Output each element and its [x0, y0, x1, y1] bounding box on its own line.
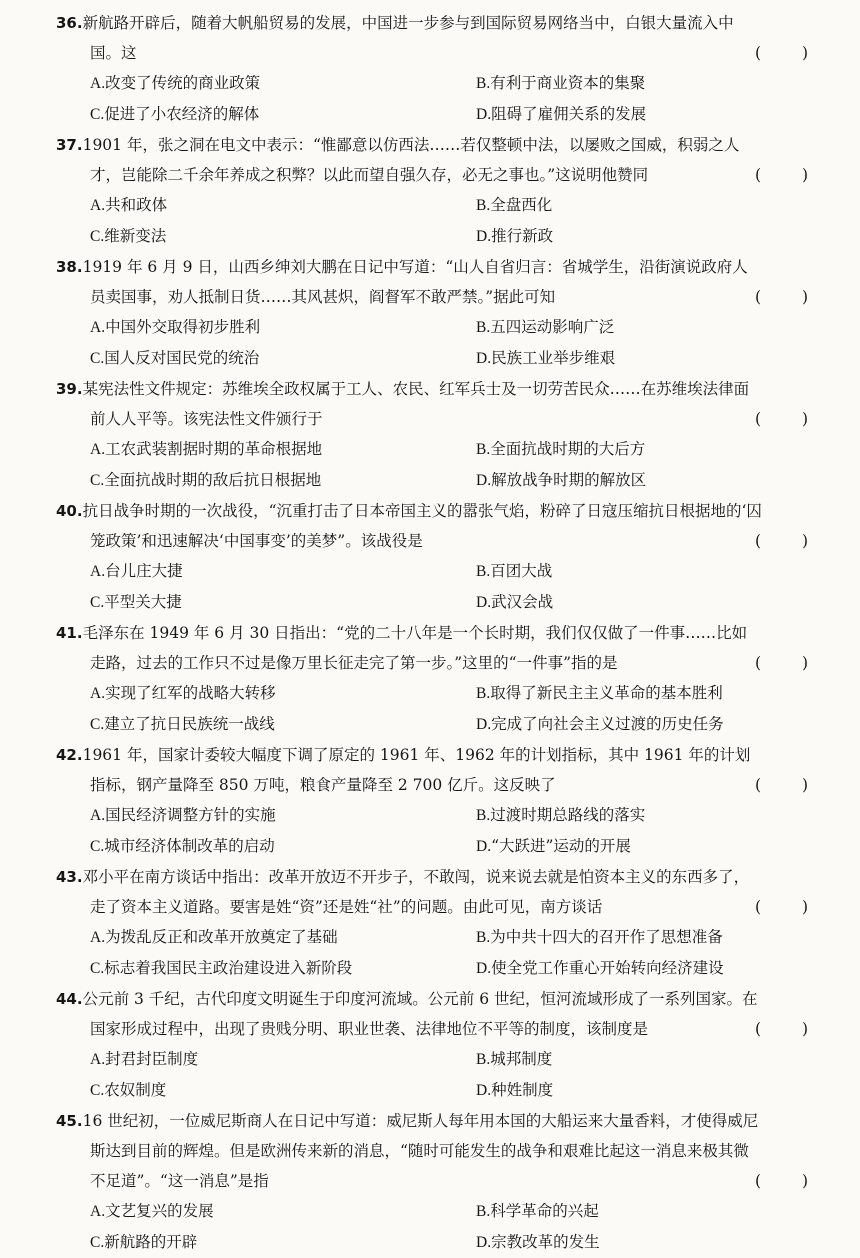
question-text: 某宪法性文件规定：苏维埃全政权属于工人、农民、红军兵士及一切劳苦民众……在苏维埃法律面前人人平等。该宪法性文件颁行于	[82, 380, 750, 428]
option-letter: B.	[476, 807, 491, 824]
option-letter: D.	[476, 106, 492, 123]
option-letter: A.	[90, 563, 106, 580]
option-text: 全面抗战时期的大后方	[490, 440, 646, 458]
option-c	[90, 953, 476, 984]
option-text: 共和政体	[105, 196, 168, 214]
option-a	[90, 556, 476, 587]
answer-blank: ( )	[754, 410, 826, 428]
question-number: 40.	[56, 502, 83, 520]
question-text: 16 世纪初，一位威尼斯商人在日记中写道：威尼斯人每年用本国的大船运来大量香料，才使得威尼斯达到目前的辉煌。但是欧洲传来新的消息，“随时可能发生的战争和艰难比起这一消息来极其微不足道”。“这一消息”是指	[82, 1112, 759, 1190]
option-letter: A.	[90, 441, 106, 458]
option-letter: A.	[90, 807, 106, 824]
option-letter: D.	[476, 350, 492, 367]
option-d	[476, 221, 832, 252]
option-grid	[90, 434, 832, 496]
option-letter: B.	[476, 1203, 491, 1220]
option-a	[90, 68, 476, 99]
answer-blank: ( )	[754, 776, 826, 794]
option-grid	[90, 922, 832, 984]
option-a	[90, 678, 476, 709]
option-letter: B.	[476, 441, 491, 458]
option-letter: D.	[476, 838, 492, 855]
question-4	[56, 496, 832, 618]
option-a	[90, 800, 476, 831]
question-text: 新航路开辟后，随着大帆船贸易的发展，中国进一步参与到国际贸易网络当中，白银大量流入中国。这	[82, 14, 734, 62]
question-list	[56, 8, 832, 1258]
option-c	[90, 1227, 476, 1258]
option-b	[476, 922, 832, 953]
question-number: 44.	[56, 990, 83, 1008]
question-6	[56, 740, 832, 862]
option-text: 宗教改革的发生	[491, 1233, 600, 1251]
option-grid	[90, 678, 832, 740]
question-2	[56, 252, 832, 374]
option-c	[90, 221, 476, 252]
question-number: 45.	[56, 1112, 83, 1130]
option-text: 国民经济调整方针的实施	[105, 806, 276, 824]
question-stem	[56, 1106, 832, 1196]
option-d	[476, 1227, 832, 1258]
question-number: 38.	[56, 258, 83, 276]
option-b	[476, 678, 832, 709]
option-d	[476, 831, 832, 862]
question-number: 36.	[56, 14, 83, 32]
option-c	[90, 465, 476, 496]
option-grid	[90, 190, 832, 252]
option-text: 台儿庄大捷	[105, 562, 183, 580]
option-letter: C.	[90, 472, 105, 489]
option-letter: A.	[90, 75, 106, 92]
question-5	[56, 618, 832, 740]
question-text: 抗日战争时期的一次战役，“沉重打击了日本帝国主义的嚣张气焰，粉碎了日寇压缩抗日根据地的‘囚笼政策’和迅速解决‘中国事变’的美梦”。该战役是	[82, 502, 762, 550]
option-text: 百团大战	[490, 562, 553, 580]
answer-blank: ( )	[754, 1020, 826, 1038]
option-a	[90, 312, 476, 343]
answer-blank: ( )	[754, 532, 826, 550]
option-letter: C.	[90, 1234, 105, 1251]
option-b	[476, 1044, 832, 1075]
answer-blank: ( )	[754, 654, 826, 672]
question-text: 毛泽东在 1949 年 6 月 30 日指出：“党的二十八年是一个长时期，我们仅仅做了一件事……比如走路，过去的工作只不过是像万里长征走完了第一步。”这里的“一件事”指的是	[82, 624, 748, 672]
option-letter: B.	[476, 1051, 491, 1068]
question-number: 37.	[56, 136, 83, 154]
question-text: 1961 年，国家计委较大幅度下调了原定的 1961 年、1962 年的计划指标，其中 1961 年的计划指标，钢产量降至 850 万吨，粮食产量降至 2 700 亿斤。这反映了	[82, 746, 751, 794]
option-letter: B.	[476, 563, 491, 580]
option-text: “大跃进”运动的开展	[491, 837, 631, 855]
option-text: 农奴制度	[104, 1081, 167, 1099]
option-text: 中国外交取得初步胜利	[105, 318, 261, 336]
option-text: 民族工业举步维艰	[491, 349, 616, 367]
option-text: 标志着我国民主政治建设进入新阶段	[104, 959, 353, 977]
option-text: 种姓制度	[491, 1081, 554, 1099]
option-b	[476, 1196, 832, 1227]
option-c	[90, 99, 476, 130]
answer-blank: ( )	[754, 166, 826, 184]
option-text: 建立了抗日民族统一战线	[104, 715, 275, 733]
option-d	[476, 99, 832, 130]
option-text: 国人反对国民党的统治	[104, 349, 260, 367]
option-text: 推行新政	[491, 227, 554, 245]
option-grid	[90, 1196, 832, 1258]
option-letter: D.	[476, 1082, 492, 1099]
question-stem	[56, 130, 832, 190]
option-letter: B.	[476, 75, 491, 92]
option-c	[90, 343, 476, 374]
option-grid	[90, 1044, 832, 1106]
question-text: 邓小平在南方谈话中指出：改革开放迈不开步子，不敢闯，说来说去就是怕资本主义的东西多了，走了资本主义道路。要害是姓“资”还是姓“社”的问题。由此可见，南方谈话	[82, 868, 750, 916]
option-a	[90, 1044, 476, 1075]
option-letter: D.	[476, 228, 492, 245]
option-letter: D.	[476, 594, 492, 611]
option-text: 新航路的开辟	[104, 1233, 198, 1251]
question-7	[56, 862, 832, 984]
question-stem	[56, 618, 832, 678]
question-stem	[56, 862, 832, 922]
answer-blank: ( )	[754, 44, 826, 62]
option-text: 阻碍了雇佣关系的发展	[491, 105, 647, 123]
option-text: 封君封臣制度	[105, 1050, 199, 1068]
question-stem	[56, 252, 832, 312]
option-text: 科学革命的兴起	[490, 1202, 599, 1220]
option-text: 城邦制度	[490, 1050, 553, 1068]
option-b	[476, 800, 832, 831]
option-letter: C.	[90, 106, 105, 123]
option-a	[90, 922, 476, 953]
answer-blank: ( )	[754, 898, 826, 916]
option-letter: A.	[90, 197, 106, 214]
option-letter: C.	[90, 594, 105, 611]
option-grid	[90, 312, 832, 374]
option-text: 取得了新民主主义革命的基本胜利	[490, 684, 723, 702]
option-text: 过渡时期总路线的落实	[490, 806, 646, 824]
option-grid	[90, 800, 832, 862]
option-text: 实现了红军的战略大转移	[105, 684, 276, 702]
option-letter: C.	[90, 716, 105, 733]
option-b	[476, 312, 832, 343]
option-d	[476, 587, 832, 618]
option-letter: B.	[476, 319, 491, 336]
option-text: 城市经济体制改革的启动	[104, 837, 275, 855]
question-stem	[56, 984, 832, 1044]
option-c	[90, 1075, 476, 1106]
option-d	[476, 343, 832, 374]
option-text: 促进了小农经济的解体	[104, 105, 260, 123]
question-number: 39.	[56, 380, 83, 398]
option-letter: A.	[90, 685, 106, 702]
option-text: 使全党工作重心开始转向经济建设	[491, 959, 724, 977]
option-text: 全盘西化	[490, 196, 553, 214]
option-letter: A.	[90, 1051, 106, 1068]
option-a	[90, 190, 476, 221]
option-letter: C.	[90, 960, 105, 977]
option-letter: D.	[476, 1234, 492, 1251]
option-letter: D.	[476, 472, 492, 489]
option-text: 武汉会战	[491, 593, 554, 611]
option-text: 完成了向社会主义过渡的历史任务	[491, 715, 724, 733]
option-d	[476, 1075, 832, 1106]
question-stem	[56, 496, 832, 556]
option-b	[476, 190, 832, 221]
option-text: 全面抗战时期的敌后抗日根据地	[104, 471, 322, 489]
question-text: 1919 年 6 月 9 日，山西乡绅刘大鹏在日记中写道：“山人自省归言：省城学生，沿街演说政府人员卖国事，劝人抵制日货……其风甚炽，阎督军不敢严禁。”据此可知	[82, 258, 748, 306]
option-b	[476, 434, 832, 465]
option-c	[90, 709, 476, 740]
option-b	[476, 68, 832, 99]
answer-blank: ( )	[754, 1172, 826, 1190]
option-text: 文艺复兴的发展	[105, 1202, 214, 1220]
option-d	[476, 953, 832, 984]
option-letter: C.	[90, 228, 105, 245]
option-letter: D.	[476, 960, 492, 977]
question-text: 公元前 3 千纪，古代印度文明诞生于印度河流域。公元前 6 世纪，恒河流域形成了一系列国家。在国家形成过程中，出现了贵贱分明、职业世袭、法律地位不平等的制度，该制度是	[82, 990, 758, 1038]
option-text: 解放战争时期的解放区	[491, 471, 647, 489]
answer-blank: ( )	[754, 288, 826, 306]
question-stem	[56, 740, 832, 800]
option-text: 平型关大捷	[104, 593, 182, 611]
question-number: 41.	[56, 624, 83, 642]
option-text: 五四运动影响广泛	[490, 318, 615, 336]
option-letter: D.	[476, 716, 492, 733]
option-text: 改变了传统的商业政策	[105, 74, 261, 92]
question-8	[56, 984, 832, 1106]
option-text: 维新变法	[104, 227, 167, 245]
option-letter: B.	[476, 197, 491, 214]
question-text: 1901 年，张之洞在电文中表示：“惟鄙意以仿西法……若仅整顿中法，以屡败之国威，积弱之人才，岂能除二千余年养成之积弊？以此而望自强久存，必无之事也。”这说明他赞同	[82, 136, 740, 184]
option-letter: C.	[90, 350, 105, 367]
option-letter: B.	[476, 685, 491, 702]
option-a	[90, 434, 476, 465]
option-text: 工农武装割据时期的革命根据地	[105, 440, 323, 458]
option-letter: C.	[90, 838, 105, 855]
question-number: 43.	[56, 868, 83, 886]
question-0	[56, 8, 832, 130]
option-letter: A.	[90, 319, 106, 336]
option-text: 为中共十四大的召开作了思想准备	[490, 928, 723, 946]
question-9	[56, 1106, 832, 1258]
question-number: 42.	[56, 746, 83, 764]
option-letter: B.	[476, 929, 491, 946]
question-stem	[56, 374, 832, 434]
option-c	[90, 587, 476, 618]
option-text: 有利于商业资本的集聚	[490, 74, 646, 92]
option-d	[476, 709, 832, 740]
option-letter: A.	[90, 929, 106, 946]
option-d	[476, 465, 832, 496]
option-c	[90, 831, 476, 862]
option-letter: C.	[90, 1082, 105, 1099]
question-stem	[56, 8, 832, 68]
option-grid	[90, 68, 832, 130]
option-a	[90, 1196, 476, 1227]
question-1	[56, 130, 832, 252]
option-letter: A.	[90, 1203, 106, 1220]
option-text: 为拨乱反正和改革开放奠定了基础	[105, 928, 338, 946]
question-3	[56, 374, 832, 496]
option-grid	[90, 556, 832, 618]
option-b	[476, 556, 832, 587]
